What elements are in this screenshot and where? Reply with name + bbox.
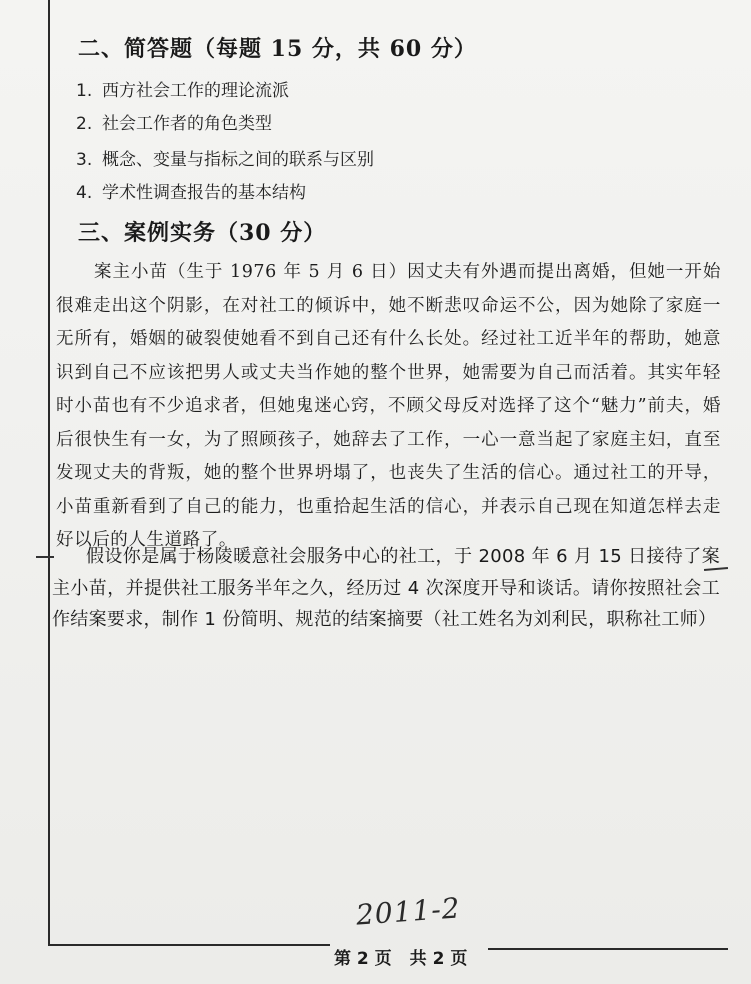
question-text: 学术性调查报告的基本结构 [102,183,306,203]
task-instructions: 假设你是属于杨陵暖意社会服务中心的社工，于 2008 年 6 月 15 日接待了案主小苗，并提供社工服务半年之久，经历过 4 次深度开导和谈话。请你按照社会工作结案要求，制作 1 份简明、规范的结案摘要（社工姓名为刘利民，职称社工师） [52,546,720,630]
question-text: 社会工作者的角色类型 [102,114,272,134]
question-text: 概念、变量与指标之间的联系与区别 [102,150,374,170]
section-2-heading: 二、简答题（每题 15 分，共 60 分） [78,36,477,62]
question-number: 4. [76,183,93,203]
question-item-4 [76,178,306,203]
page-bottom-border [488,948,728,950]
question-item-1 [76,76,289,101]
page-left-border [48,0,50,945]
question-number: 2. [76,114,93,134]
question-number: 3. [76,150,93,170]
question-number: 1. [76,81,93,101]
question-item-3 [76,145,374,170]
handwritten-note: 2011-2 [354,891,462,932]
question-item-2 [76,109,272,134]
question-text: 西方社会工作的理论流派 [102,81,289,101]
page-footer [334,944,467,969]
section-3-heading: 三、案例实务（30 分） [78,220,327,246]
page-bottom-border [48,944,330,946]
page-number: 第 2 页 [334,949,392,969]
case-description: 案主小苗（生于 1976 年 5 月 6 日）因丈夫有外遇而提出离婚，但她一开始很难走出这个阴影，在对社工的倾诉中，她不断悲叹命运不公，因为她除了家庭一无所有，婚姻的破裂使她看不到自己还有什么长处。经过社工近半年的帮助，她意识到自己不应该把男人或丈夫当作她的整个世界，她需要为自己而活着。其实年轻时小苗也有不少追求者，但她鬼迷心窍，不顾父母反对选择了这个“魅力”前夫，婚后很快生有一女，为了照顾孩子，她辞去了工作，一心一意当起了家庭主妇，直至发现丈夫的背叛，她的整个世界坍塌了，也丧失了生活的信心。通过社工的开导，小苗重新看到了自己的能力，也重拾起生活的信心，并表示自己现在知道怎样去走好以后的人生道路了。 [56,262,721,550]
page-total: 共 2 页 [409,949,468,969]
